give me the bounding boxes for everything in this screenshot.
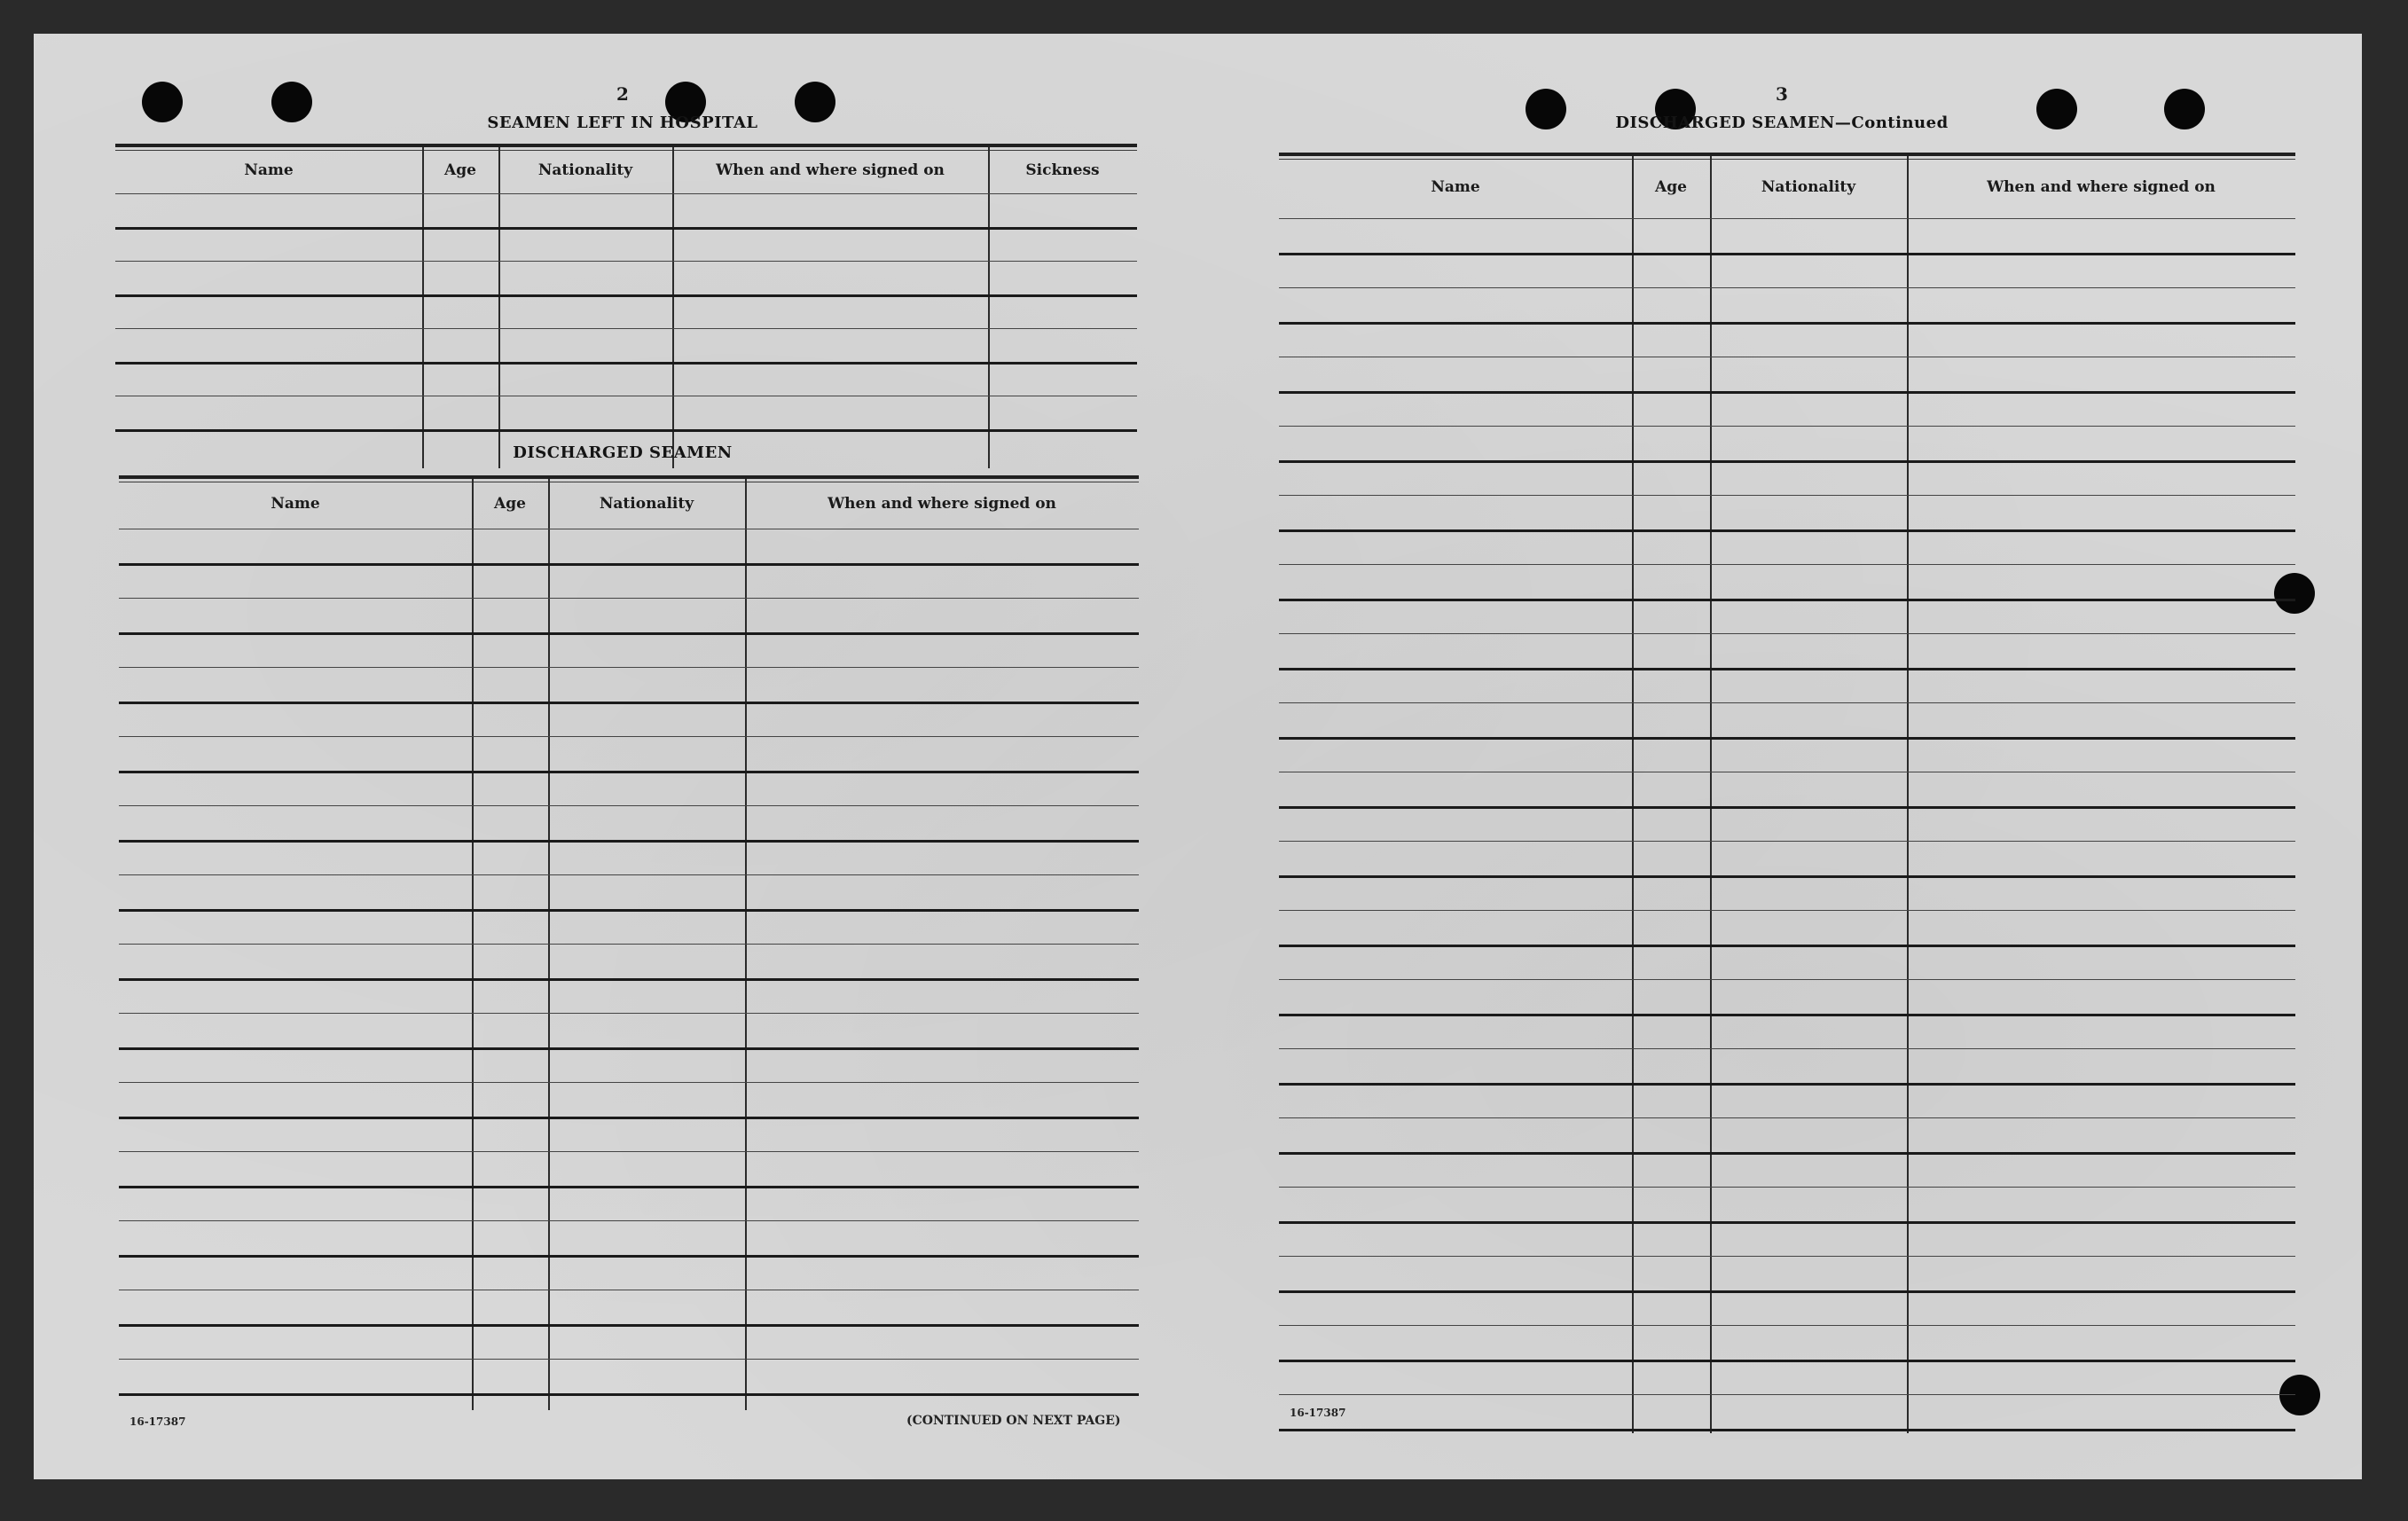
entry-line bbox=[115, 429, 1137, 432]
entry-line bbox=[1279, 979, 2295, 980]
punch-hole bbox=[2164, 89, 2205, 129]
entry-line bbox=[115, 362, 1137, 365]
entry-line bbox=[119, 1186, 1139, 1188]
entry-line bbox=[119, 1117, 1139, 1119]
form-number-right: 16-17387 bbox=[1290, 1407, 1346, 1419]
column-divider bbox=[498, 147, 500, 468]
entry-line bbox=[1279, 1014, 2295, 1016]
continued-note: (CONTINUED ON NEXT PAGE) bbox=[906, 1414, 1121, 1428]
entry-line bbox=[1279, 599, 2295, 601]
punch-hole bbox=[795, 82, 835, 122]
entry-line bbox=[1279, 322, 2295, 325]
entry-line bbox=[119, 978, 1139, 981]
punch-hole bbox=[2036, 89, 2077, 129]
entry-line bbox=[119, 1393, 1139, 1396]
entry-line bbox=[119, 1082, 1139, 1083]
entry-line bbox=[1279, 1221, 2295, 1224]
column-divider bbox=[1907, 156, 1909, 1433]
column-divider bbox=[1710, 156, 1712, 1433]
entry-line bbox=[1279, 495, 2295, 496]
entry-line bbox=[1279, 910, 2295, 911]
entry-line bbox=[1279, 806, 2295, 809]
entry-line bbox=[1279, 1152, 2295, 1155]
entry-line bbox=[1279, 1083, 2295, 1086]
entry-line bbox=[119, 771, 1139, 773]
entry-line bbox=[1279, 218, 2295, 219]
entry-line bbox=[115, 227, 1137, 230]
entry-line bbox=[1279, 1290, 2295, 1293]
entry-line bbox=[1279, 253, 2295, 255]
punch-hole bbox=[271, 82, 312, 122]
entry-line bbox=[1279, 737, 2295, 740]
entry-line bbox=[1279, 668, 2295, 670]
column-header-nationality: Nationality bbox=[599, 495, 694, 513]
entry-line bbox=[1279, 945, 2295, 947]
document-sheet bbox=[34, 34, 2362, 1479]
entry-line bbox=[119, 1151, 1139, 1152]
column-divider bbox=[745, 479, 747, 1410]
column-header-name: Name bbox=[244, 161, 294, 179]
hospital-section-title: SEAMEN LEFT IN HOSPITAL bbox=[487, 114, 758, 132]
column-divider bbox=[988, 147, 990, 468]
entry-line bbox=[1279, 633, 2295, 634]
entry-line bbox=[119, 667, 1139, 668]
entry-line bbox=[119, 1324, 1139, 1327]
entry-line bbox=[119, 598, 1139, 599]
entry-line bbox=[119, 1255, 1139, 1258]
column-divider bbox=[1632, 156, 1634, 1433]
discharged-table bbox=[119, 475, 1139, 1410]
entry-line bbox=[119, 944, 1139, 945]
entry-line bbox=[115, 193, 1137, 194]
hospital-table bbox=[115, 144, 1137, 468]
column-header-signed-on: When and where signed on bbox=[828, 495, 1056, 513]
discharged-continued-title: DISCHARGED SEAMEN—Continued bbox=[1615, 114, 1949, 132]
entry-line bbox=[115, 328, 1137, 329]
column-divider bbox=[548, 479, 550, 1410]
column-divider bbox=[672, 147, 674, 468]
entry-line bbox=[1279, 1360, 2295, 1362]
entry-line bbox=[1279, 426, 2295, 427]
entry-line bbox=[115, 261, 1137, 262]
entry-line bbox=[1279, 287, 2295, 288]
punch-hole bbox=[142, 82, 183, 122]
page-number-right: 3 bbox=[1776, 83, 1788, 105]
entry-line bbox=[1279, 529, 2295, 532]
entry-line bbox=[119, 1220, 1139, 1221]
entry-line bbox=[1279, 1394, 2295, 1395]
entry-line bbox=[119, 805, 1139, 806]
discharged-section-title: DISCHARGED SEAMEN bbox=[513, 443, 733, 462]
column-header-nationality: Nationality bbox=[1761, 178, 1856, 196]
form-number-left: 16-17387 bbox=[129, 1415, 186, 1428]
entry-line bbox=[119, 874, 1139, 875]
entry-line bbox=[1279, 1325, 2295, 1326]
entry-line bbox=[1279, 841, 2295, 842]
entry-line bbox=[119, 736, 1139, 737]
entry-line bbox=[115, 294, 1137, 297]
entry-line bbox=[1279, 460, 2295, 463]
page-number-left: 2 bbox=[616, 83, 629, 105]
entry-line bbox=[1279, 1048, 2295, 1049]
entry-line bbox=[119, 1047, 1139, 1050]
column-header-name: Name bbox=[1431, 178, 1480, 196]
column-header-name: Name bbox=[271, 495, 320, 513]
punch-hole bbox=[1526, 89, 1566, 129]
entry-line bbox=[1279, 1256, 2295, 1257]
entry-line bbox=[119, 1359, 1139, 1360]
column-header-age: Age bbox=[444, 161, 476, 179]
entry-line bbox=[1279, 1117, 2295, 1118]
column-divider bbox=[472, 479, 474, 1410]
column-header-age: Age bbox=[1655, 178, 1687, 196]
column-divider bbox=[422, 147, 424, 468]
entry-line bbox=[1279, 875, 2295, 878]
discharged-continued-table bbox=[1279, 153, 2295, 1433]
entry-line bbox=[119, 563, 1139, 566]
entry-line bbox=[1279, 702, 2295, 703]
column-header-sickness: Sickness bbox=[1025, 161, 1100, 179]
entry-line bbox=[119, 840, 1139, 843]
entry-line bbox=[119, 909, 1139, 912]
entry-line bbox=[1279, 1429, 2295, 1431]
entry-line bbox=[1279, 391, 2295, 394]
column-header-age: Age bbox=[494, 495, 526, 513]
entry-line bbox=[1279, 1187, 2295, 1188]
entry-line bbox=[119, 1013, 1139, 1014]
column-header-signed-on: When and where signed on bbox=[716, 161, 945, 179]
column-header-nationality: Nationality bbox=[537, 161, 633, 179]
column-header-signed-on: When and where signed on bbox=[1987, 178, 2216, 196]
entry-line bbox=[119, 632, 1139, 635]
entry-line bbox=[1279, 564, 2295, 565]
entry-line bbox=[119, 702, 1139, 704]
